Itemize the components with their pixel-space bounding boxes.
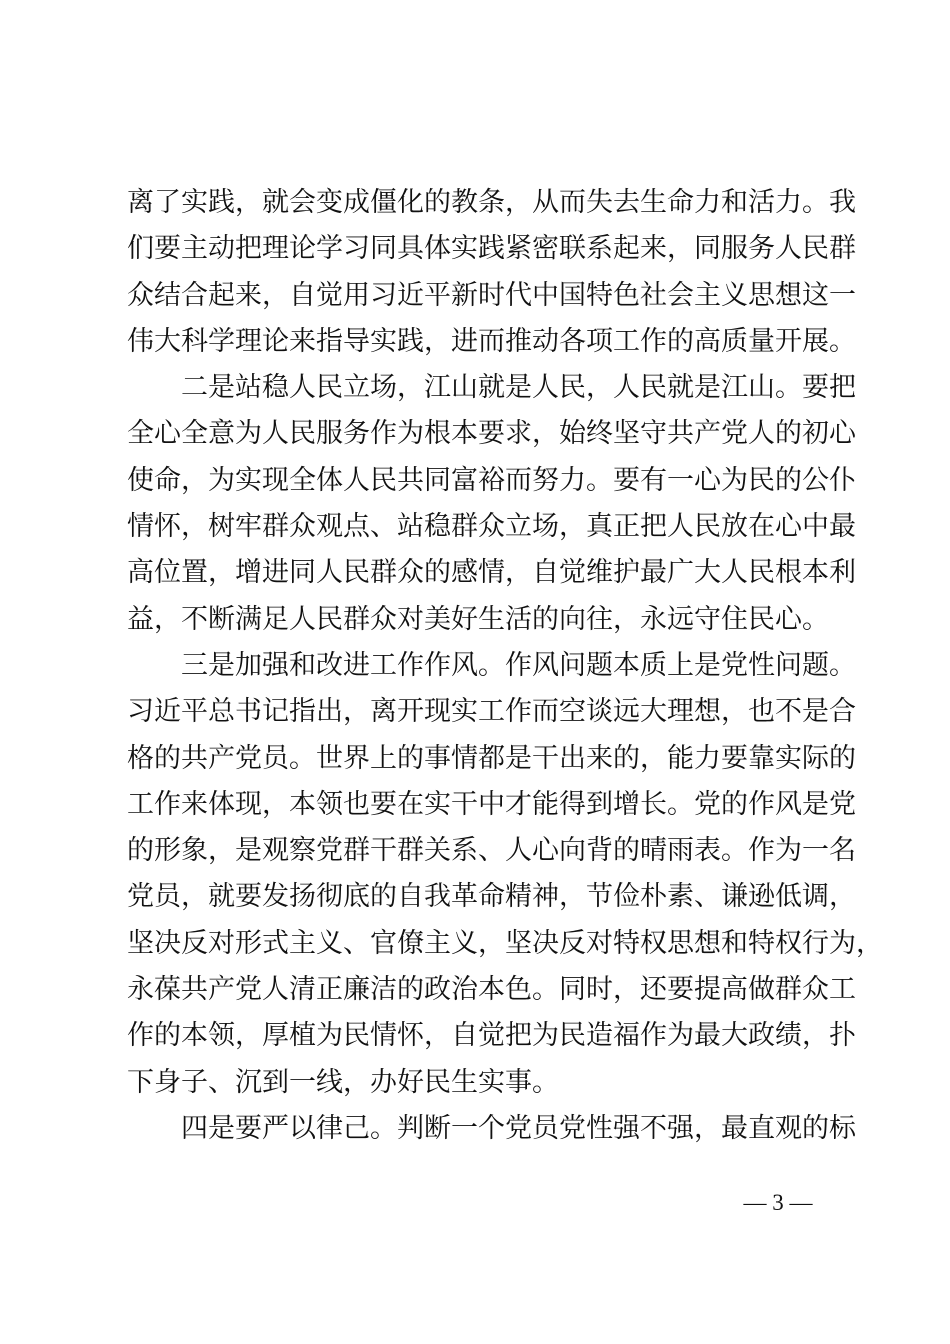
text-line: 永葆共产党人清正廉洁的政治本色。同时，还要提高做群众工 [127,974,856,1006]
text-line: 伟大科学理论来指导实践，进而推动各项工作的高质量开展。 [127,325,856,357]
page-number: — 3 — [743,1190,813,1215]
text-line: 众结合起来，自觉用习近平新时代中国特色社会主义思想这一 [127,279,856,311]
text-line: 下身子、沉到一线，办好民生实事。 [127,1066,559,1098]
text-line: 二是站稳人民立场，江山就是人民，人民就是江山。要把 [181,372,856,404]
text-line: 三是加强和改进工作作风。作风问题本质上是党性问题。 [181,649,856,681]
text-line: 工作来体现，本领也要在实干中才能得到增长。党的作风是党 [127,788,856,820]
text-line: 全心全意为人民服务作为根本要求，始终坚守共产党人的初心 [127,418,856,450]
text-line: 使命，为实现全体人民共同富裕而努力。要有一心为民的公仆 [127,464,856,496]
text-line: 四是要严以律己。判断一个党员党性强不强，最直观的标 [181,1112,856,1144]
text-line: 情怀，树牢群众观点、站稳群众立场，真正把人民放在心中最 [127,511,856,543]
text-line: 作的本领，厚植为民情怀，自觉把为民造福作为最大政绩，扑 [127,1020,856,1052]
text-line: 习近平总书记指出，离开现实工作而空谈远大理想，也不是合 [127,696,856,728]
text-line: 们要主动把理论学习同具体实践紧密联系起来，同服务人民群 [127,233,856,265]
text-line: 坚决反对形式主义、官僚主义，坚决反对特权思想和特权行为， [127,927,883,959]
text-line: 离了实践，就会变成僵化的教条，从而失去生命力和活力。我 [127,187,856,218]
text-line: 党员，就要发扬彻底的自我革命精神，节俭朴素、谦逊低调， [127,881,856,913]
text-line: 格的共产党员。世界上的事情都是干出来的，能力要靠实际的 [127,742,856,774]
body-text [127,180,883,1152]
text-line: 的形象，是观察党群干群关系、人心向背的晴雨表。作为一名 [127,835,856,867]
text-line: 益，不断满足人民群众对美好生活的向往，永远守住民心。 [127,603,829,635]
text-line: 高位置，增进同人民群众的感情，自觉维护最广大人民根本利 [127,557,856,589]
